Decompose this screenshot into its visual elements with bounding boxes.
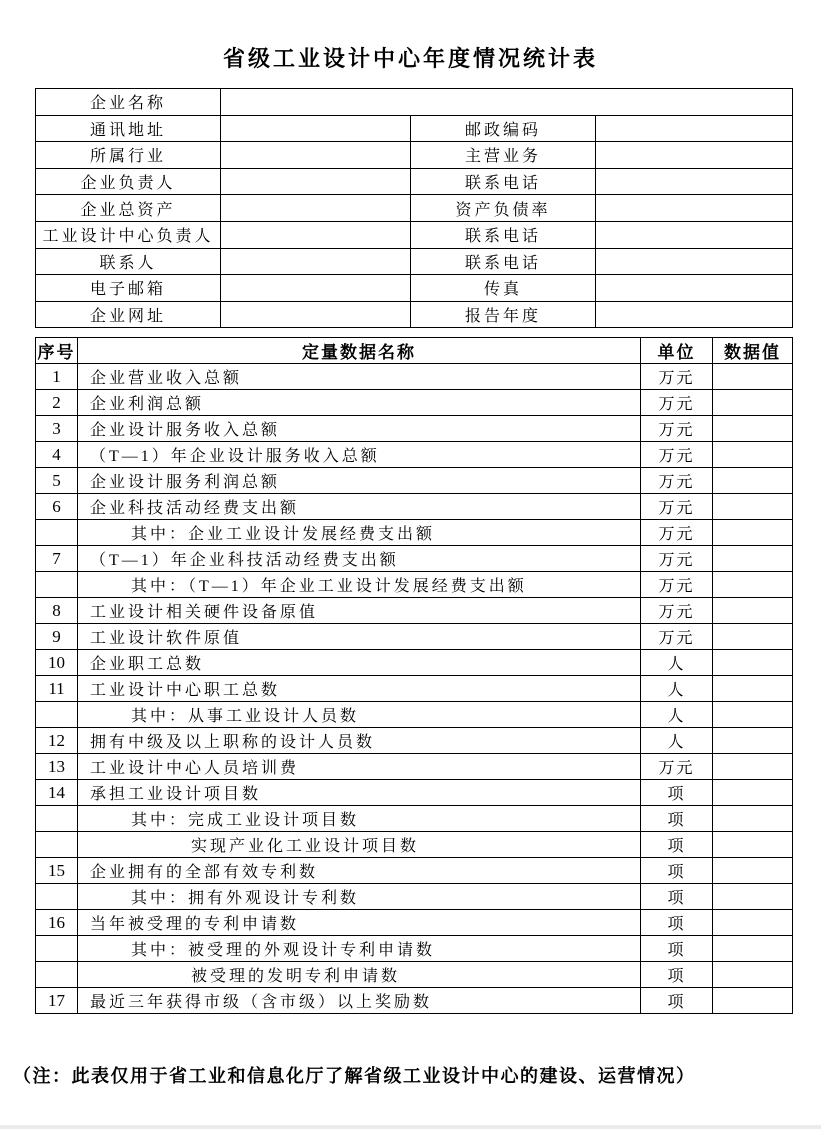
metric-row bbox=[36, 832, 793, 858]
info-label: 联系电话 bbox=[411, 168, 596, 195]
data-value-cell[interactable] bbox=[713, 676, 793, 702]
unit-cell: 万元 bbox=[641, 390, 713, 416]
metric-row bbox=[36, 910, 793, 936]
info-label: 联系电话 bbox=[411, 248, 596, 275]
metric-name-cell: 企业科技活动经费支出额 bbox=[78, 494, 641, 520]
data-value-cell[interactable] bbox=[713, 988, 793, 1014]
row-number-cell: 1 bbox=[36, 364, 78, 390]
data-value-cell[interactable] bbox=[713, 598, 793, 624]
page-title: 省级工业设计中心年度情况统计表 bbox=[222, 46, 598, 71]
metric-name-cell: 实现产业化工业设计项目数 bbox=[78, 832, 641, 858]
data-value-cell[interactable] bbox=[713, 468, 793, 494]
metric-name-cell: 其中：（T—1）年企业工业设计发展经费支出额 bbox=[78, 572, 641, 598]
unit-cell: 万元 bbox=[641, 416, 713, 442]
row-number-cell bbox=[36, 520, 78, 546]
unit-cell: 项 bbox=[641, 832, 713, 858]
metric-name-cell: 企业设计服务利润总额 bbox=[78, 468, 641, 494]
unit-cell: 万元 bbox=[641, 598, 713, 624]
data-value-cell[interactable] bbox=[713, 832, 793, 858]
unit-cell: 万元 bbox=[641, 546, 713, 572]
info-value-cell[interactable] bbox=[221, 221, 411, 248]
data-value-cell[interactable] bbox=[713, 780, 793, 806]
data-value-cell[interactable] bbox=[713, 650, 793, 676]
row-number-cell: 15 bbox=[36, 858, 78, 884]
metric-name-cell: 当年被受理的专利申请数 bbox=[78, 910, 641, 936]
row-number-cell bbox=[36, 962, 78, 988]
metric-row bbox=[36, 754, 793, 780]
info-label: 通讯地址 bbox=[36, 115, 221, 142]
row-number-cell bbox=[36, 572, 78, 598]
info-value-cell[interactable] bbox=[221, 89, 793, 116]
metric-row bbox=[36, 702, 793, 728]
unit-cell: 万元 bbox=[641, 520, 713, 546]
data-value-cell[interactable] bbox=[713, 364, 793, 390]
row-number-cell: 3 bbox=[36, 416, 78, 442]
row-number-cell bbox=[36, 832, 78, 858]
row-number-cell: 17 bbox=[36, 988, 78, 1014]
unit-cell: 万元 bbox=[641, 572, 713, 598]
company-info-table bbox=[35, 88, 793, 328]
info-label: 企业名称 bbox=[36, 89, 221, 116]
info-row bbox=[36, 248, 793, 275]
info-row bbox=[36, 195, 793, 222]
data-value-cell[interactable] bbox=[713, 416, 793, 442]
info-value-cell[interactable] bbox=[221, 168, 411, 195]
row-number-cell: 4 bbox=[36, 442, 78, 468]
metric-name-cell: 企业拥有的全部有效专利数 bbox=[78, 858, 641, 884]
metric-row bbox=[36, 884, 793, 910]
metric-row bbox=[36, 598, 793, 624]
metric-row bbox=[36, 468, 793, 494]
metric-name-cell: 企业营业收入总额 bbox=[78, 364, 641, 390]
metric-name-cell: 工业设计中心人员培训费 bbox=[78, 754, 641, 780]
unit-cell: 项 bbox=[641, 806, 713, 832]
info-value-cell[interactable] bbox=[596, 301, 793, 328]
unit-cell: 人 bbox=[641, 676, 713, 702]
data-value-cell[interactable] bbox=[713, 624, 793, 650]
metric-name-cell: 工业设计相关硬件设备原值 bbox=[78, 598, 641, 624]
metric-row bbox=[36, 728, 793, 754]
info-value-cell[interactable] bbox=[596, 168, 793, 195]
data-value-cell[interactable] bbox=[713, 806, 793, 832]
info-label: 企业网址 bbox=[36, 301, 221, 328]
info-value-cell[interactable] bbox=[221, 142, 411, 169]
quantitative-data-body bbox=[36, 364, 793, 1014]
page-bottom-edge bbox=[0, 1125, 821, 1129]
company-info-body bbox=[36, 89, 793, 328]
metric-name-cell: 企业职工总数 bbox=[78, 650, 641, 676]
info-value-cell[interactable] bbox=[596, 115, 793, 142]
row-number-cell: 9 bbox=[36, 624, 78, 650]
info-value-cell[interactable] bbox=[596, 195, 793, 222]
row-number-cell: 6 bbox=[36, 494, 78, 520]
info-label: 主营业务 bbox=[411, 142, 596, 169]
data-value-cell[interactable] bbox=[713, 390, 793, 416]
data-value-cell[interactable] bbox=[713, 962, 793, 988]
row-number-cell bbox=[36, 702, 78, 728]
info-value-cell[interactable] bbox=[221, 195, 411, 222]
metric-row bbox=[36, 520, 793, 546]
info-label: 工业设计中心负责人 bbox=[36, 221, 221, 248]
unit-cell: 人 bbox=[641, 650, 713, 676]
unit-cell: 人 bbox=[641, 702, 713, 728]
unit-cell: 项 bbox=[641, 910, 713, 936]
unit-cell: 万元 bbox=[641, 442, 713, 468]
row-number-cell bbox=[36, 806, 78, 832]
metric-row bbox=[36, 416, 793, 442]
metric-name-cell: 工业设计中心职工总数 bbox=[78, 676, 641, 702]
info-row bbox=[36, 301, 793, 328]
unit-cell: 项 bbox=[641, 962, 713, 988]
row-number-cell: 7 bbox=[36, 546, 78, 572]
column-header-name: 定量数据名称 bbox=[78, 338, 641, 364]
column-header-value: 数据值 bbox=[713, 338, 793, 364]
metric-name-cell: 企业设计服务收入总额 bbox=[78, 416, 641, 442]
metric-row bbox=[36, 442, 793, 468]
footnote: （注：此表仅用于省工业和信息化厅了解省级工业设计中心的建设、运营情况） bbox=[13, 1066, 696, 1086]
unit-cell: 万元 bbox=[641, 468, 713, 494]
unit-cell: 项 bbox=[641, 936, 713, 962]
metric-row bbox=[36, 546, 793, 572]
row-number-cell: 5 bbox=[36, 468, 78, 494]
row-number-cell: 10 bbox=[36, 650, 78, 676]
unit-cell: 万元 bbox=[641, 624, 713, 650]
info-label: 联系人 bbox=[36, 248, 221, 275]
info-label: 资产负债率 bbox=[411, 195, 596, 222]
info-row bbox=[36, 89, 793, 116]
data-value-cell[interactable] bbox=[713, 546, 793, 572]
quantitative-data-table bbox=[35, 337, 793, 1014]
data-value-cell[interactable] bbox=[713, 494, 793, 520]
metric-row bbox=[36, 676, 793, 702]
metric-row bbox=[36, 936, 793, 962]
metric-name-cell: 其中：企业工业设计发展经费支出额 bbox=[78, 520, 641, 546]
metric-name-cell: 拥有中级及以上职称的设计人员数 bbox=[78, 728, 641, 754]
data-value-cell[interactable] bbox=[713, 910, 793, 936]
row-number-cell: 8 bbox=[36, 598, 78, 624]
metric-row bbox=[36, 572, 793, 598]
info-value-cell[interactable] bbox=[221, 301, 411, 328]
data-value-cell[interactable] bbox=[713, 572, 793, 598]
info-label: 报告年度 bbox=[411, 301, 596, 328]
metric-row bbox=[36, 494, 793, 520]
unit-cell: 万元 bbox=[641, 364, 713, 390]
column-header-unit: 单位 bbox=[641, 338, 713, 364]
info-row bbox=[36, 115, 793, 142]
metric-row bbox=[36, 780, 793, 806]
metric-name-cell: 其中：被受理的外观设计专利申请数 bbox=[78, 936, 641, 962]
info-label: 企业总资产 bbox=[36, 195, 221, 222]
info-row bbox=[36, 142, 793, 169]
info-label: 企业负责人 bbox=[36, 168, 221, 195]
data-value-cell[interactable] bbox=[713, 728, 793, 754]
metric-row bbox=[36, 390, 793, 416]
metric-name-cell: 被受理的发明专利申请数 bbox=[78, 962, 641, 988]
row-number-cell: 11 bbox=[36, 676, 78, 702]
column-header-no: 序号 bbox=[36, 338, 78, 364]
metric-row bbox=[36, 858, 793, 884]
data-value-cell[interactable] bbox=[713, 702, 793, 728]
info-label: 联系电话 bbox=[411, 221, 596, 248]
row-number-cell bbox=[36, 884, 78, 910]
data-value-cell[interactable] bbox=[713, 884, 793, 910]
row-number-cell bbox=[36, 936, 78, 962]
info-label: 邮政编码 bbox=[411, 115, 596, 142]
unit-cell: 项 bbox=[641, 780, 713, 806]
row-number-cell: 12 bbox=[36, 728, 78, 754]
data-value-cell[interactable] bbox=[713, 858, 793, 884]
row-number-cell: 13 bbox=[36, 754, 78, 780]
info-value-cell[interactable] bbox=[596, 248, 793, 275]
info-row bbox=[36, 275, 793, 302]
metric-name-cell: （T—1）年企业设计服务收入总额 bbox=[78, 442, 641, 468]
data-value-cell[interactable] bbox=[713, 520, 793, 546]
info-label: 所属行业 bbox=[36, 142, 221, 169]
unit-cell: 万元 bbox=[641, 754, 713, 780]
info-value-cell[interactable] bbox=[596, 142, 793, 169]
metric-name-cell: （T—1）年企业科技活动经费支出额 bbox=[78, 546, 641, 572]
metric-name-cell: 其中：从事工业设计人员数 bbox=[78, 702, 641, 728]
info-label: 电子邮箱 bbox=[36, 275, 221, 302]
metric-row bbox=[36, 624, 793, 650]
unit-cell: 项 bbox=[641, 884, 713, 910]
data-value-cell[interactable] bbox=[713, 442, 793, 468]
info-value-cell[interactable] bbox=[221, 275, 411, 302]
row-number-cell: 16 bbox=[36, 910, 78, 936]
metric-row bbox=[36, 988, 793, 1014]
info-row bbox=[36, 168, 793, 195]
row-number-cell: 2 bbox=[36, 390, 78, 416]
metric-name-cell: 企业利润总额 bbox=[78, 390, 641, 416]
info-value-cell[interactable] bbox=[596, 221, 793, 248]
info-value-cell[interactable] bbox=[221, 248, 411, 275]
metric-name-cell: 其中：拥有外观设计专利数 bbox=[78, 884, 641, 910]
table-header-row bbox=[36, 338, 793, 364]
metric-row bbox=[36, 806, 793, 832]
unit-cell: 项 bbox=[641, 988, 713, 1014]
unit-cell: 万元 bbox=[641, 494, 713, 520]
info-label: 传真 bbox=[411, 275, 596, 302]
metric-row bbox=[36, 962, 793, 988]
unit-cell: 人 bbox=[641, 728, 713, 754]
unit-cell: 项 bbox=[641, 858, 713, 884]
data-value-cell[interactable] bbox=[713, 754, 793, 780]
info-value-cell[interactable] bbox=[221, 115, 411, 142]
info-value-cell[interactable] bbox=[596, 275, 793, 302]
metric-row bbox=[36, 364, 793, 390]
metric-row bbox=[36, 650, 793, 676]
row-number-cell: 14 bbox=[36, 780, 78, 806]
metric-name-cell: 工业设计软件原值 bbox=[78, 624, 641, 650]
metric-name-cell: 承担工业设计项目数 bbox=[78, 780, 641, 806]
metric-name-cell: 其中：完成工业设计项目数 bbox=[78, 806, 641, 832]
info-row bbox=[36, 221, 793, 248]
metric-name-cell: 最近三年获得市级（含市级）以上奖励数 bbox=[78, 988, 641, 1014]
data-value-cell[interactable] bbox=[713, 936, 793, 962]
